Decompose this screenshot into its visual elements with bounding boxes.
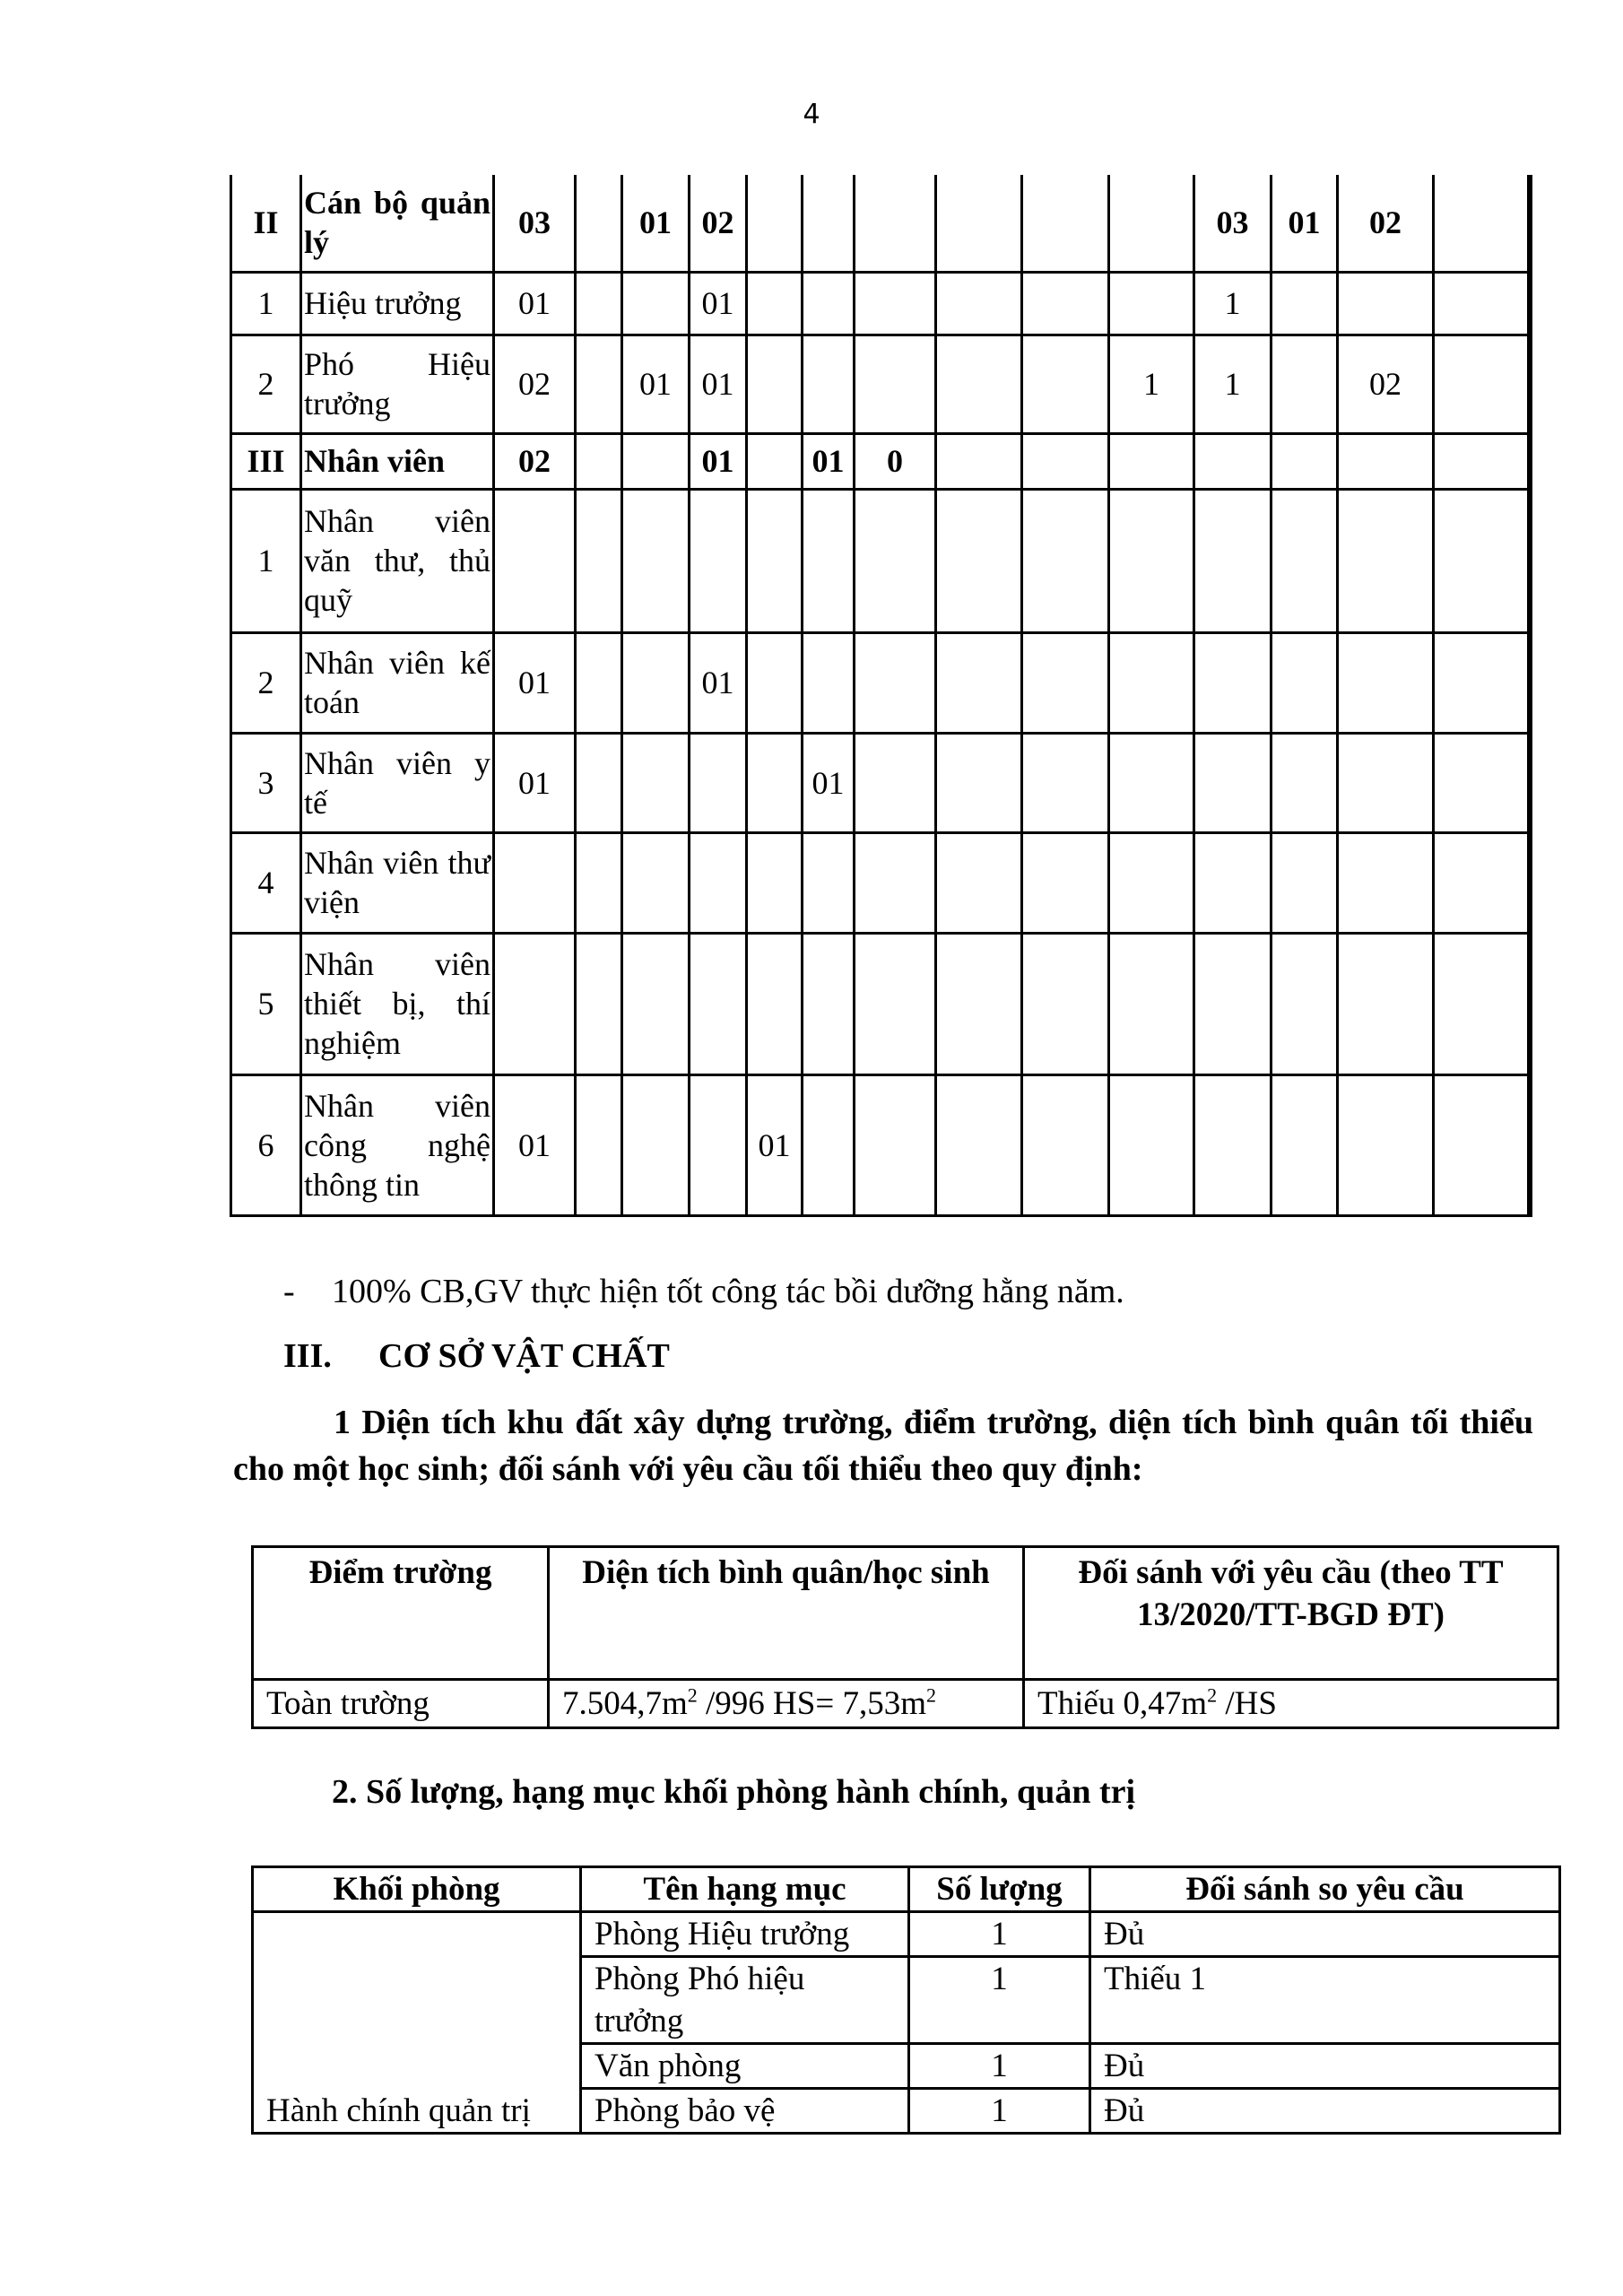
row-cell: [936, 433, 1022, 489]
row-cell: [747, 733, 803, 832]
table-row: [231, 433, 1532, 489]
row-cell: [1109, 175, 1194, 272]
row-cell: [690, 489, 747, 632]
row-cell: [1022, 933, 1109, 1074]
row-cell: [936, 632, 1022, 733]
row-cell: [1338, 832, 1434, 933]
row-cell: [1434, 933, 1529, 1074]
row-cell: [1109, 272, 1194, 335]
row-cell: 01: [690, 433, 747, 489]
row-cell: [1271, 1074, 1338, 1215]
row-index: 6: [231, 1074, 301, 1215]
area-cell-compare: Thiếu $0,47m^2$ /HS: [1024, 1680, 1558, 1728]
row-cell: [747, 272, 803, 335]
rooms-qty: 1: [909, 1912, 1090, 1957]
row-cell: 01: [690, 632, 747, 733]
table-row: [231, 733, 1532, 832]
row-name: Hiệu trưởng: [301, 272, 494, 335]
row-cell: [1109, 1074, 1194, 1215]
row-cell: 01: [1271, 175, 1338, 272]
row-cell: [1271, 272, 1338, 335]
row-cell: 0: [855, 433, 936, 489]
row-cell: [1022, 489, 1109, 632]
rooms-compare: Thiếu 1: [1090, 1957, 1560, 2044]
row-index: II: [231, 175, 301, 272]
section-title: CƠ SỞ VẬT CHẤT: [378, 1337, 670, 1375]
bullet-text: 100% CB,GV thực hiện tốt công tác bồi dưỡng hằng năm.: [332, 1273, 1124, 1310]
rooms-header-compare: Đối sánh so yêu cầu: [1090, 1867, 1560, 1912]
row-cell: 03: [1194, 175, 1271, 272]
row-cell: [803, 175, 855, 272]
row-index: 2: [231, 335, 301, 433]
row-cell: [494, 933, 576, 1074]
row-cell: [690, 1074, 747, 1215]
row-cell: [576, 933, 622, 1074]
row-cell: [576, 1074, 622, 1215]
row-cell: [855, 733, 936, 832]
row-cell: [1434, 433, 1529, 489]
rooms-qty: 1: [909, 2044, 1090, 2089]
row-cell: [747, 832, 803, 933]
row-cell: [747, 933, 803, 1074]
row-cell: [855, 175, 936, 272]
row-cell: [747, 632, 803, 733]
row-cell: [1109, 489, 1194, 632]
row-index: 3: [231, 733, 301, 832]
row-cell: [622, 489, 690, 632]
row-cell: [1434, 1074, 1529, 1215]
rooms-item: Phòng bảo vệ: [581, 2089, 909, 2134]
row-cell: [1194, 1074, 1271, 1215]
row-cell: [803, 489, 855, 632]
row-cell: 1: [1194, 272, 1271, 335]
row-cell: [1194, 832, 1271, 933]
row-cell: [855, 832, 936, 933]
row-cell: [1434, 489, 1529, 632]
row-cell: [1529, 933, 1532, 1074]
row-cell: 01: [622, 335, 690, 433]
row-cell: [1434, 632, 1529, 733]
row-cell: [747, 433, 803, 489]
row-cell: 02: [690, 175, 747, 272]
section-number: III.: [283, 1337, 332, 1375]
row-cell: 01: [747, 1074, 803, 1215]
rooms-compare: Đủ: [1090, 2089, 1560, 2134]
row-cell: [1194, 933, 1271, 1074]
rooms-table: [251, 1866, 1561, 2135]
row-cell: [1022, 733, 1109, 832]
row-cell: [1022, 175, 1109, 272]
row-cell: [1529, 489, 1532, 632]
row-cell: [622, 433, 690, 489]
row-cell: [1434, 335, 1529, 433]
area-cell-average: $7.504,7m^2$ /996 $HS= 7,53m^2$: [549, 1680, 1024, 1728]
row-cell: [1338, 272, 1434, 335]
row-index: 2: [231, 632, 301, 733]
row-cell: [622, 733, 690, 832]
rooms-qty: 1: [909, 2089, 1090, 2134]
row-index: 1: [231, 489, 301, 632]
bullet-paragraph: [283, 1272, 1124, 1311]
row-index: 5: [231, 933, 301, 1074]
rooms-item: Văn phòng: [581, 2044, 909, 2089]
row-cell: [803, 1074, 855, 1215]
row-cell: [855, 489, 936, 632]
row-cell: [576, 175, 622, 272]
row-cell: 01: [494, 733, 576, 832]
row-cell: [936, 175, 1022, 272]
row-cell: [1271, 733, 1338, 832]
row-cell: [1338, 433, 1434, 489]
row-cell: [1529, 832, 1532, 933]
row-cell: [1271, 933, 1338, 1074]
subsection-heading-1: 1 Diện tích khu đất xây dựng trường, điểm trường, diện tích bình quân tối thiểu cho một học sinh; đối sánh với yêu cầu tối thiểu theo quy định:: [233, 1404, 1533, 1488]
row-cell: [747, 175, 803, 272]
row-cell: [803, 832, 855, 933]
row-index: 4: [231, 832, 301, 933]
row-cell: 01: [803, 733, 855, 832]
row-cell: [1338, 1074, 1434, 1215]
row-cell: [1109, 433, 1194, 489]
row-cell: [803, 272, 855, 335]
row-cell: 1: [1109, 335, 1194, 433]
row-cell: 01: [690, 335, 747, 433]
row-cell: [1434, 832, 1529, 933]
row-cell: [1434, 272, 1529, 335]
row-cell: [1529, 335, 1532, 433]
row-cell: [690, 933, 747, 1074]
row-cell: [936, 832, 1022, 933]
row-cell: 1: [1194, 335, 1271, 433]
row-name: Nhân viên y tế: [301, 733, 494, 832]
row-cell: [576, 832, 622, 933]
row-cell: [803, 335, 855, 433]
row-cell: [1271, 433, 1338, 489]
row-cell: [494, 489, 576, 632]
row-cell: [936, 272, 1022, 335]
area-header-compare: Đối sánh với yêu cầu (theo TT 13/2020/TT-BGD ĐT): [1024, 1547, 1558, 1680]
row-cell: [1338, 933, 1434, 1074]
page-number: 4: [803, 99, 820, 130]
row-cell: 02: [494, 433, 576, 489]
row-cell: [936, 335, 1022, 433]
row-cell: [1109, 933, 1194, 1074]
row-cell: [576, 433, 622, 489]
row-cell: 02: [1338, 335, 1434, 433]
row-cell: [576, 335, 622, 433]
row-cell: [1194, 733, 1271, 832]
row-cell: [1022, 632, 1109, 733]
row-cell: [576, 272, 622, 335]
row-cell: [1022, 433, 1109, 489]
row-cell: [1434, 733, 1529, 832]
row-cell: [1529, 272, 1532, 335]
row-cell: [494, 832, 576, 933]
table-row: [231, 272, 1532, 335]
area-header-site: Điểm trường: [253, 1547, 549, 1680]
row-cell: [1271, 832, 1338, 933]
row-cell: [1338, 733, 1434, 832]
row-cell: 01: [494, 272, 576, 335]
row-cell: [576, 489, 622, 632]
rooms-header-block: Khối phòng: [253, 1867, 581, 1912]
row-cell: 01: [494, 1074, 576, 1215]
row-cell: [1271, 335, 1338, 433]
row-cell: 01: [803, 433, 855, 489]
row-cell: [622, 933, 690, 1074]
rooms-header-item: Tên hạng mục: [581, 1867, 909, 1912]
row-index: 1: [231, 272, 301, 335]
row-cell: [1271, 489, 1338, 632]
row-cell: [690, 733, 747, 832]
row-cell: [936, 733, 1022, 832]
row-cell: [1109, 832, 1194, 933]
row-cell: [747, 489, 803, 632]
rooms-header-qty: Số lượng: [909, 1867, 1090, 1912]
row-cell: [1194, 632, 1271, 733]
area-table: [251, 1545, 1559, 1729]
row-cell: 01: [690, 272, 747, 335]
row-name: Cán bộ quản lý: [301, 175, 494, 272]
row-cell: [1109, 733, 1194, 832]
row-cell: [1022, 832, 1109, 933]
rooms-compare: Đủ: [1090, 2044, 1560, 2089]
rooms-item: Phòng Hiệu trưởng: [581, 1912, 909, 1957]
row-cell: [690, 832, 747, 933]
row-cell: 03: [494, 175, 576, 272]
row-cell: [936, 1074, 1022, 1215]
rooms-compare: Đủ: [1090, 1912, 1560, 1957]
table-row: [231, 1074, 1532, 1215]
row-cell: [622, 1074, 690, 1215]
row-cell: [1194, 433, 1271, 489]
row-name: Nhân viên văn thư, thủ quỹ: [301, 489, 494, 632]
row-cell: [936, 933, 1022, 1074]
row-index: III: [231, 433, 301, 489]
staff-table: [230, 175, 1532, 1217]
row-cell: [1194, 489, 1271, 632]
table-row: [231, 335, 1532, 433]
table-row: [231, 933, 1532, 1074]
row-cell: 02: [494, 335, 576, 433]
row-cell: [576, 733, 622, 832]
area-cell-site: Toàn trường: [253, 1680, 549, 1728]
row-cell: [1109, 632, 1194, 733]
row-cell: [1338, 489, 1434, 632]
row-cell: [1022, 335, 1109, 433]
row-name: Nhân viên thư viện: [301, 832, 494, 933]
row-cell: [622, 832, 690, 933]
subsection-heading-2: 2. Số lượng, hạng mục khối phòng hành chính, quản trị: [332, 1773, 1136, 1811]
table-row: [231, 832, 1532, 933]
row-cell: [1529, 632, 1532, 733]
row-cell: [576, 632, 622, 733]
row-cell: [1529, 1074, 1532, 1215]
table-row: [253, 1912, 1560, 1957]
row-cell: 02: [1338, 175, 1434, 272]
rooms-group-label: Hành chính quản trị: [253, 1912, 581, 2134]
row-cell: [855, 335, 936, 433]
row-cell: [1529, 175, 1532, 272]
row-cell: [622, 632, 690, 733]
table-row: [231, 175, 1532, 272]
row-name: Nhân viên kế toán: [301, 632, 494, 733]
row-cell: [747, 335, 803, 433]
row-cell: [855, 632, 936, 733]
rooms-item: Phòng Phó hiệu trưởng: [581, 1957, 909, 2044]
row-cell: [855, 933, 936, 1074]
rooms-qty: 1: [909, 1957, 1090, 2044]
row-cell: [1529, 433, 1532, 489]
table-row: [231, 489, 1532, 632]
row-cell: 01: [622, 175, 690, 272]
row-name: Nhân viên: [301, 433, 494, 489]
row-cell: [1338, 632, 1434, 733]
bullet-dash: -: [283, 1273, 295, 1310]
row-cell: [1529, 733, 1532, 832]
row-name: Nhân viên công nghệ thông tin: [301, 1074, 494, 1215]
section-heading: [283, 1336, 670, 1376]
row-cell: [855, 1074, 936, 1215]
row-cell: [803, 632, 855, 733]
row-name: Nhân viên thiết bị, thí nghiệm: [301, 933, 494, 1074]
table-row: [231, 632, 1532, 733]
row-cell: [1022, 272, 1109, 335]
row-name: Phó Hiệu trưởng: [301, 335, 494, 433]
row-cell: [1022, 1074, 1109, 1215]
row-cell: [1271, 632, 1338, 733]
row-cell: [622, 272, 690, 335]
row-cell: 01: [494, 632, 576, 733]
row-cell: [936, 489, 1022, 632]
row-cell: [803, 933, 855, 1074]
area-header-average: Diện tích bình quân/học sinh: [549, 1547, 1024, 1680]
row-cell: [1434, 175, 1529, 272]
row-cell: [855, 272, 936, 335]
